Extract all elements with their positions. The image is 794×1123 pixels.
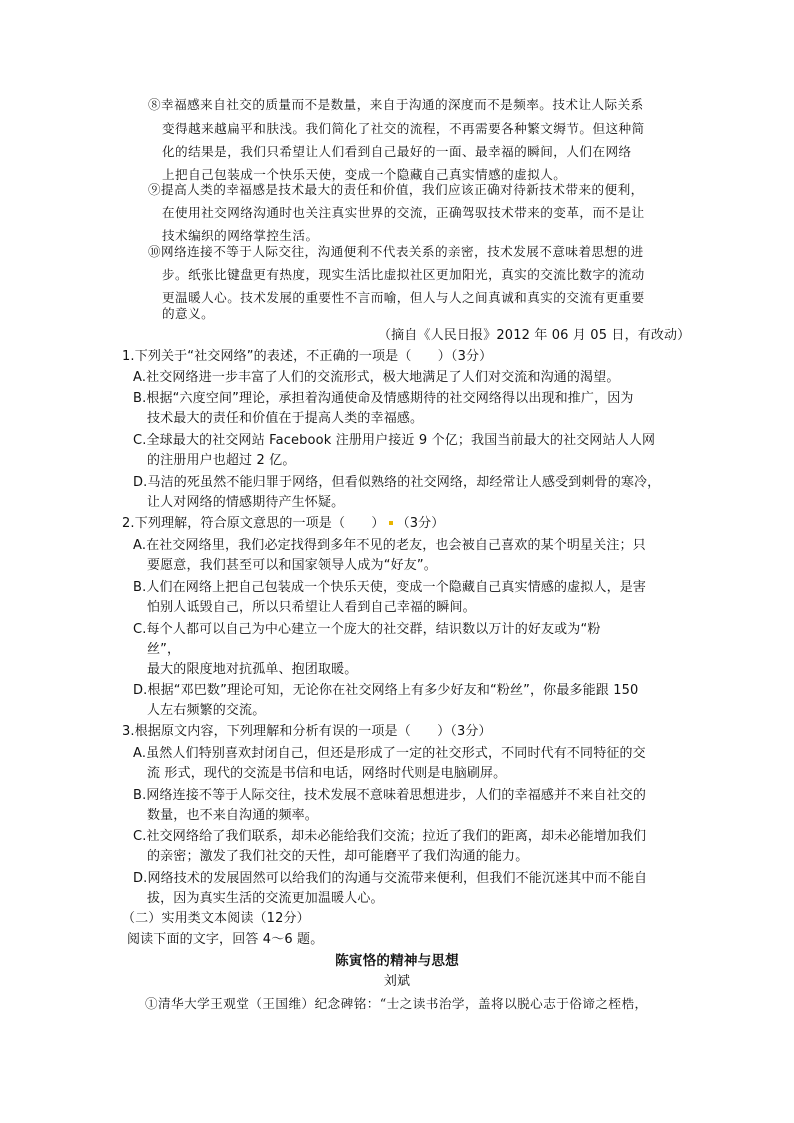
article-author: 刘斌 xyxy=(383,974,411,989)
passage-line: 的意义。 xyxy=(162,306,215,321)
option-line: C.社交网络给了我们联系，却未必能给我们交流；拉近了我们的距离，却未必能增加我们 xyxy=(133,829,647,844)
option-line: 数量，也不来自沟通的频率。 xyxy=(147,808,318,823)
option-line: 人左右频繁的交流。 xyxy=(147,703,266,718)
passage-line: 步。纸张比键盘更有热度，现实生活比虚拟社区更加阳光，真实的交流比数字的流动 xyxy=(162,267,645,282)
option-line: C.每个人都可以自己为中心建立一个庞大的社交群，结识数以万计的好友或为“粉 xyxy=(133,622,601,637)
passage-line: ⑧幸福感来自社交的质量而不是数量，来自于沟通的深度而不是频率。技术让人际关系 xyxy=(148,97,644,112)
option-line: 的亲密；激发了我们社交的天性，却可能磨平了我们沟通的能力。 xyxy=(147,849,529,864)
option-line: D.网络技术的发展固然可以给我们的沟通与交流带来便利，但我们不能沉迷其中而不能自 xyxy=(133,871,648,886)
option-line: 流 形式，现代的交流是书信和电话，网络时代则是电脑刷屏。 xyxy=(147,766,507,781)
option-line: 要愿意，我们甚至可以和国家领导人成为“好友”。 xyxy=(147,558,437,573)
question-stem: 1.下列关于“社交网络”的表述，不正确的一项是（ ）（3分） xyxy=(122,349,493,364)
option-line: 怕别人诋毁自己，所以只希望让人看到自己幸福的瞬间。 xyxy=(147,600,476,615)
passage-line: ⑩网络连接不等于人际交往，沟通便利不代表关系的亲密，技术发展不意味着思想的进 xyxy=(148,244,644,259)
passage-line: 化的结果是，我们只希望让人们看到自己最好的一面、最幸福的瞬间，人们在网络 xyxy=(162,144,632,159)
option-line: A.虽然人们特别喜欢封闭自己，但还是形成了一定的社交形式，不同时代有不同特征的交 xyxy=(133,746,646,761)
passage-line: 在使用社交网络沟通时也关注真实世界的交流，正确驾驭技术带来的变革，而不是让 xyxy=(162,205,645,220)
option-line: B.人们在网络上把自己包装成一个快乐天使，变成一个隐藏自己真实情感的虚拟人，是害 xyxy=(133,580,647,595)
marker-dot-icon xyxy=(389,521,393,525)
passage-line: 技术编织的网络掌控生活。 xyxy=(162,228,319,243)
passage-line: 变得越来越扁平和肤浅。我们简化了社交的流程，不再需要各种繁文缛节。但这种简 xyxy=(162,121,645,136)
passage-line: 上把自己包装成一个快乐天使，变成一个隐藏自己真实情感的虚拟人。 xyxy=(162,167,567,182)
option-line: B.根据“六度空间”理论，承担着沟通使命及情感期待的社交网络得以出现和推广，因为 xyxy=(133,391,634,406)
option-line: A.社交网络进一步丰富了人们的交流形式，极大地满足了人们对交流和沟通的渴望。 xyxy=(133,370,620,385)
passage-line: ⑨提高人类的幸福感是技术最大的责任和价值，我们应该正确对待新技术带来的便利， xyxy=(148,182,644,197)
question-stem: 3.根据原文内容，下列理解和分析有误的一项是（ ）（3分） xyxy=(122,724,492,739)
option-line: C.全球最大的社交网站 Facebook 注册用户接近 9 个亿；我国当前最大的社交网站人人网 xyxy=(133,433,656,448)
section-heading: （二）实用类文本阅读（12分） xyxy=(122,911,310,926)
option-line: D.根据“邓巴数”理论可知，无论你在社交网络上有多少好友和“粉丝”，你最多能跟 150 xyxy=(133,683,639,698)
passage-line: 更温暖人心。技术发展的重要性不言而喻，但人与人之间真诚和真实的交流有更重要 xyxy=(162,290,645,305)
option-line: B.网络连接不等于人际交往，技术发展不意味着思想进步，人们的幸福感并不来自社交的 xyxy=(133,788,647,803)
section-instruction: 阅读下面的文字，回答 4～6 题。 xyxy=(127,932,324,947)
question-stem-text: 2.下列理解，符合原文意思的一项是（ ） xyxy=(122,516,385,531)
option-line: 丝”， xyxy=(147,642,181,657)
option-line: 最大的限度地对抗孤单、抱团取暖。 xyxy=(147,662,358,677)
source-note: （摘自《人民日报》2012 年 06 月 05 日，有改动） xyxy=(378,328,691,343)
option-line: 拔，因为真实生活的交流更加温暖人心。 xyxy=(147,891,384,906)
article-title: 陈寅恪的精神与思想 xyxy=(335,953,459,969)
option-line: D.马洁的死虽然不能归罪于网络，但看似熟络的社交网络，却经常让人感受到刺骨的寒冷， xyxy=(133,475,661,490)
option-line: 技术最大的责任和价值在于提高人类的幸福感。 xyxy=(147,411,424,426)
question-stem xyxy=(122,515,444,533)
option-line: 让人对网络的情感期待产生怀疑。 xyxy=(147,495,345,510)
article-paragraph-line: ①清华大学王观堂（王国维）纪念碑铭：“士之读书治学，盖将以脱心志于俗谛之桎梏， xyxy=(145,996,648,1011)
option-line: A.在社交网络里，我们必定找得到多年不见的老友，也会被自己喜欢的某个明星关注；只 xyxy=(133,538,646,553)
question-score: （3分） xyxy=(396,516,445,531)
option-line: 的注册用户也超过 2 亿。 xyxy=(147,453,296,468)
